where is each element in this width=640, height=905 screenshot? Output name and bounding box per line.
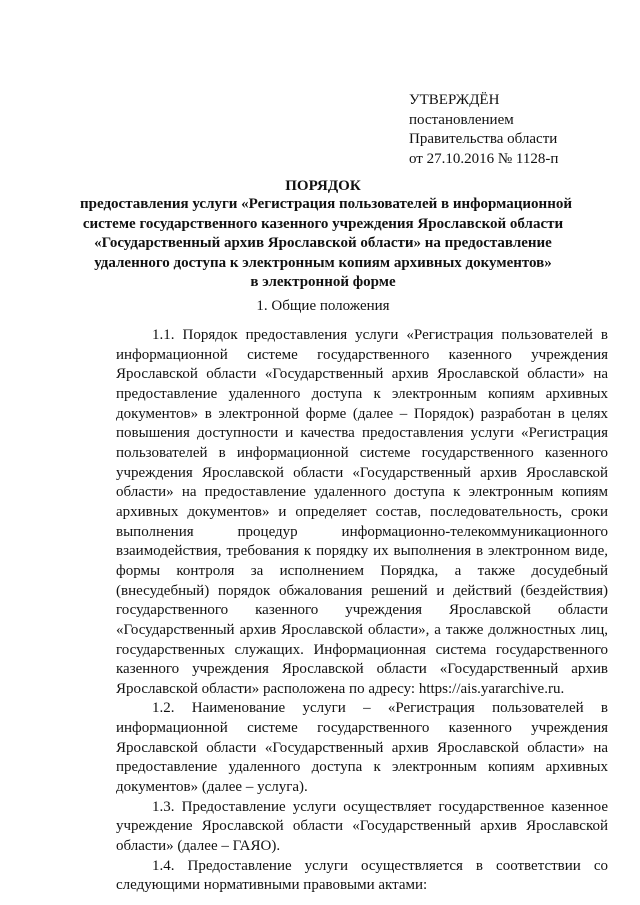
paragraph-1-3: 1.3. Предоставление услуги осуществляет государственное казенное учреждение Ярославской области «Государственный архив Ярославской области» (далее – ГАЯО). <box>116 798 608 855</box>
document-body <box>116 326 608 896</box>
paragraph-1-1: 1.1. Порядок предоставления услуги «Регистрация пользователей в информационной системе государственного казенного учреждения Ярославской области «Государственный архив Ярославской области» на предоставление удаленного доступа к электронным копиям архивных документов» в электронной форме (далее – Порядок) разработан в целях повышения доступности и качества предоставления услуги «Регистрация пользователей в информационной системе государственного казенного учреждения Ярославской области «Государственный архив Ярославской области» на предоставление удаленного доступа к электронным копиям архивных документов» и определяет состав, последовательность, сроки выполнения процедур информационно-телекоммуникационного взаимодействия, требования к порядку их выполнения в электронном виде, формы контроля за исполнением Порядка, а также досудебный (внесудебный) порядок обжалования решений и действий (бездействия) государственного казенного учреждения Ярославской области «Государственный архив Ярославской области», а также должностных лиц, государственных служащих. Информационная система государственного казенного учреждения Ярославской области «Государственный архив Ярославской области» расположена по адресу: https://ais.yararchive.ru. <box>116 327 608 697</box>
subtitle-line-2: системе государственного казенного учреждения Ярославской области <box>82 215 564 232</box>
subtitle-line-3: «Государственный архив Ярославской области» на предоставление <box>94 235 552 251</box>
subtitle-line-5: в электронной форме <box>250 274 396 290</box>
approval-line-4: от 27.10.2016 № 1128-п <box>409 150 559 167</box>
approval-line-2: постановлением <box>409 111 514 128</box>
subtitle-line-4: удаленного доступа к электронным копиям архивных документов» <box>94 254 552 271</box>
approval-line-1: УТВЕРЖДЁН <box>409 92 500 108</box>
section-heading: 1. Общие положения <box>256 298 390 314</box>
paragraph-1-4: 1.4. Предоставление услуги осуществляется в соответствии со следующими нормативными правовыми актами: <box>116 857 608 894</box>
paragraph-1-2: 1.2. Наименование услуги – «Регистрация пользователей в информационной системе государственного казенного учреждения Ярославской области «Государственный архив Ярославской области» на предоставление удаленного доступа к электронным копиям архивных документов» (далее – услуга). <box>116 700 608 796</box>
approval-stamp <box>409 91 558 169</box>
document-title: ПОРЯДОК <box>285 178 361 194</box>
document-subtitle <box>80 195 572 293</box>
subtitle-line-1: предоставления услуги «Регистрация пользователей в информационной <box>80 196 572 212</box>
approval-line-3: Правительства области <box>409 131 558 147</box>
